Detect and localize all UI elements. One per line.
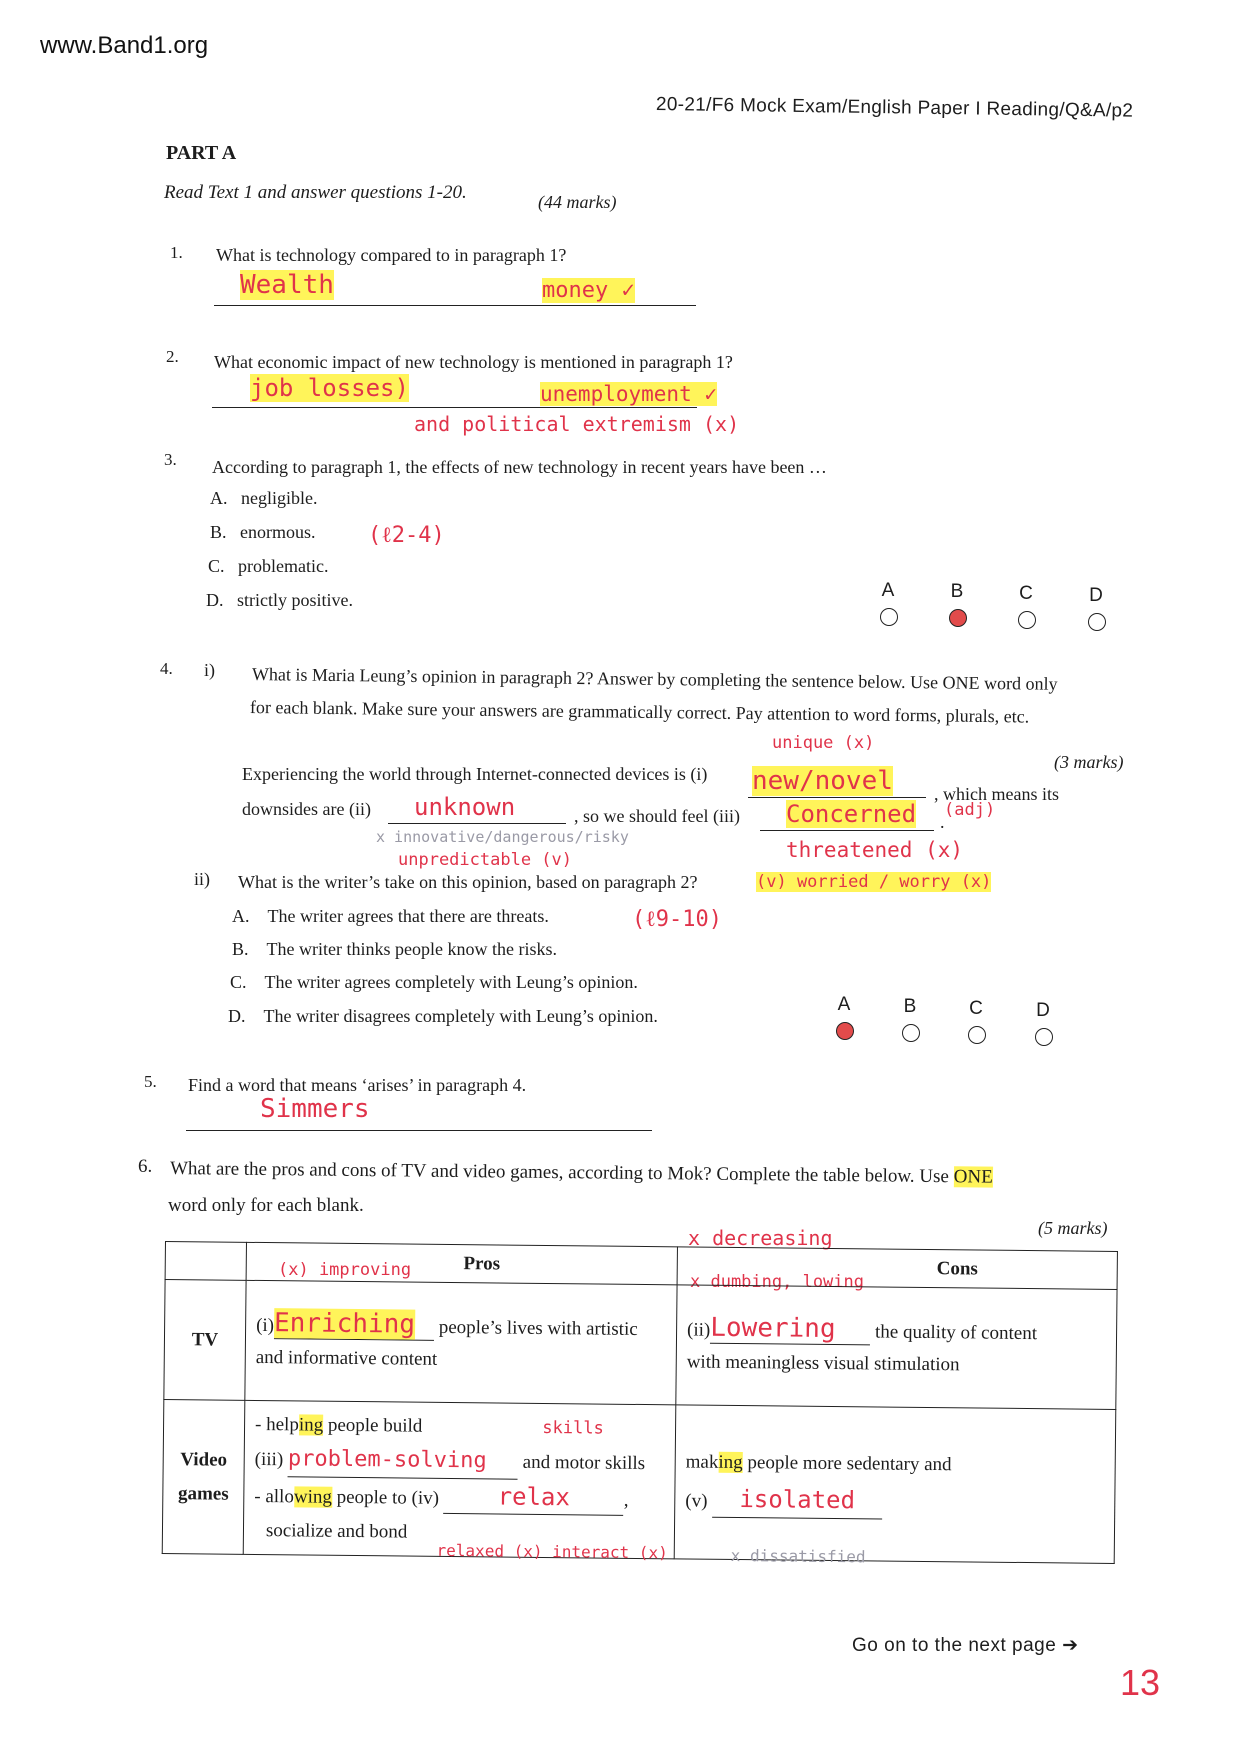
q4-sentence-part4: , so we should feel (iii) xyxy=(574,806,740,826)
q4-bubble-label-c: C xyxy=(969,998,983,1019)
q4-answer-ii[interactable]: unknown xyxy=(414,793,516,821)
row-header-tv: TV xyxy=(164,1280,246,1401)
q3-option-d: D. strictly positive. xyxy=(206,590,353,610)
q4-bubble-label-d: D xyxy=(1036,1000,1050,1021)
q1-answer-line xyxy=(214,305,696,306)
q6-note-improving: (x) improving xyxy=(278,1260,412,1280)
q4-bubble-b[interactable] xyxy=(902,1024,920,1042)
q4-text-line1: What is Maria Leung’s opinion in paragraph 2? Answer by completing the sentence below. Use ONE word only xyxy=(251,664,1058,694)
q5-answer[interactable]: Simmers xyxy=(260,1094,370,1124)
q4-answer-ii-note1: x innovative/dangerous/risky xyxy=(376,828,629,846)
q1-answer[interactable]: Wealth xyxy=(240,270,334,300)
q4-bubble-label-b: B xyxy=(903,996,917,1017)
q3-option-b: B. enormous. xyxy=(210,522,316,542)
q1-number: 1. xyxy=(170,243,183,262)
q4-answer-iii-note1: (adj) xyxy=(944,800,996,820)
q4-blank-iii xyxy=(760,830,934,831)
q2-text: What economic impact of new technology is mentioned in paragraph 1? xyxy=(214,352,733,372)
q3-bubble-c[interactable] xyxy=(1018,611,1036,629)
site-watermark: www.Band1.org xyxy=(40,32,209,59)
q4-text-line2: for each blank. Make sure your answers are grammatically correct. Pay attention to word forms, plurals, etc. xyxy=(249,697,1030,727)
q4-sentence-end: . xyxy=(940,812,945,832)
col-header-pros: Pros xyxy=(246,1242,677,1285)
q4-blank-i xyxy=(748,797,926,798)
vg-pros-answer-iv[interactable]: relax xyxy=(444,1478,624,1515)
q6-marks: (5 marks) xyxy=(1038,1218,1108,1238)
q4-sentence-part3: downsides are (ii) xyxy=(242,799,371,819)
q4-part-i: i) xyxy=(204,660,215,680)
q4-ii-option-d: D. The writer disagrees completely with Leung’s opinion. xyxy=(228,1006,658,1026)
table-corner-cell xyxy=(165,1242,246,1281)
q3-ref-note: (ℓ2-4) xyxy=(368,523,445,548)
q6-text-line2: word only for each blank. xyxy=(168,1195,364,1216)
q6-text-line1: What are the pros and cons of TV and video games, according to Mok? Complete the table below. Use ONE xyxy=(169,1158,993,1188)
pros-cons-table xyxy=(162,1241,1118,1567)
q6-note-dumbing: x dumbing, lowing xyxy=(690,1272,864,1292)
q4-sentence-part2: , which means its xyxy=(934,784,1059,804)
q4-answer-iii-note3: (v) worried / worry (x) xyxy=(756,872,992,892)
next-page-prompt: Go on to the next page ➔ xyxy=(852,1635,1079,1656)
video-games-pros-cell: - helping people build skills (iii) problem-solving and motor skills - allowing people to (iv) relax , socialize and bond relaxed (x) interact (x) xyxy=(243,1400,676,1559)
q2-note: and political extremism (x) xyxy=(414,412,740,436)
q4-answer-ii-note2: unpredictable (v) xyxy=(398,850,572,870)
tv-pros-cell: (i)Enriching people’s lives with artistic and informative content xyxy=(245,1280,677,1405)
vg-pros-note: relaxed (x) interact (x) xyxy=(436,1540,668,1563)
q4-number: 4. xyxy=(160,659,173,678)
q3-bubble-label-d: D xyxy=(1089,585,1103,606)
q2-answer-line xyxy=(212,407,697,408)
tv-pros-answer[interactable]: Enriching xyxy=(274,1308,434,1341)
video-games-cons-cell: making people more sedentary and (v) isolated x dissatisfied xyxy=(674,1405,1116,1564)
q4-ii-option-b: B. The writer thinks people know the risks. xyxy=(232,939,557,959)
q1-text: What is technology compared to in paragraph 1? xyxy=(216,245,567,265)
q2-correction: unemployment ✓ xyxy=(540,382,718,406)
instruction: Read Text 1 and answer questions 1-20. xyxy=(164,182,467,203)
q4-blank-ii xyxy=(388,823,566,824)
instruction-marks: (44 marks) xyxy=(538,192,617,212)
q5-number: 5. xyxy=(144,1072,157,1091)
q3-bubble-label-a: A xyxy=(881,580,895,601)
q4-ii-option-c: C. The writer agrees completely with Leung’s opinion. xyxy=(230,972,638,992)
q4-answer-i[interactable]: new/novel xyxy=(752,766,893,796)
q2-answer[interactable]: job losses) xyxy=(250,374,409,402)
q4-ii-text: What is the writer’s take on this opinion, based on paragraph 2? xyxy=(238,872,698,892)
q3-bubble-a[interactable] xyxy=(880,608,898,626)
tv-cons-cell: (ii)Lowering the quality of content with meaningless visual stimulation xyxy=(676,1285,1117,1410)
q4-ii-option-a: A. The writer agrees that there are threats. xyxy=(232,906,549,926)
q3-bubble-label-c: C xyxy=(1019,583,1033,604)
handwritten-page-number: 13 xyxy=(1120,1662,1161,1703)
q1-correction: money ✓ xyxy=(542,278,635,303)
q3-bubble-b[interactable] xyxy=(949,609,967,627)
vg-cons-note: x dissatisfied xyxy=(730,1545,866,1567)
q4-answer-i-note: unique (x) xyxy=(772,733,875,753)
q2-number: 2. xyxy=(166,347,179,366)
q4-marks: (3 marks) xyxy=(1054,752,1124,772)
q4-ii-ref-note: (ℓ9-10) xyxy=(632,907,723,932)
q4-answer-iii-note2: threatened (x) xyxy=(786,838,964,862)
q3-bubble-d[interactable] xyxy=(1088,613,1106,631)
exam-reference: 20-21/F6 Mock Exam/English Paper I Reading/Q&A/p2 xyxy=(655,94,1134,122)
q4-bubble-a[interactable] xyxy=(836,1022,854,1040)
vg-cons-answer-v[interactable]: isolated xyxy=(712,1481,882,1520)
q4-bubble-label-a: A xyxy=(837,994,851,1015)
q6-number: 6. xyxy=(138,1156,153,1177)
q4-bubble-d[interactable] xyxy=(1035,1028,1053,1046)
q4-part-ii: ii) xyxy=(194,869,210,889)
q3-text: According to paragraph 1, the effects of new technology in recent years have been … xyxy=(212,457,827,477)
q5-answer-line xyxy=(186,1130,652,1131)
q3-option-c: C. problematic. xyxy=(208,556,329,576)
q4-bubble-c[interactable] xyxy=(968,1026,986,1044)
col-header-cons: Cons xyxy=(677,1247,1117,1290)
q6-note-decreasing: x decreasing xyxy=(688,1226,833,1250)
vg-skills-note: skills xyxy=(542,1417,604,1439)
q3-number: 3. xyxy=(164,450,177,469)
q5-text: Find a word that means ‘arises’ in paragraph 4. xyxy=(188,1075,527,1095)
q4-answer-iii[interactable]: Concerned xyxy=(786,800,917,828)
q3-bubble-label-b: B xyxy=(950,581,964,602)
q4-sentence-part1: Experiencing the world through Internet-connected devices is (i) xyxy=(242,764,708,784)
vg-pros-answer-iii[interactable]: problem-solving xyxy=(288,1442,518,1479)
tv-cons-answer[interactable]: Lowering xyxy=(710,1312,870,1345)
q3-option-a: A. negligible. xyxy=(210,488,318,508)
row-header-video-games: Video games xyxy=(162,1399,245,1554)
part-title: PART A xyxy=(166,142,237,164)
